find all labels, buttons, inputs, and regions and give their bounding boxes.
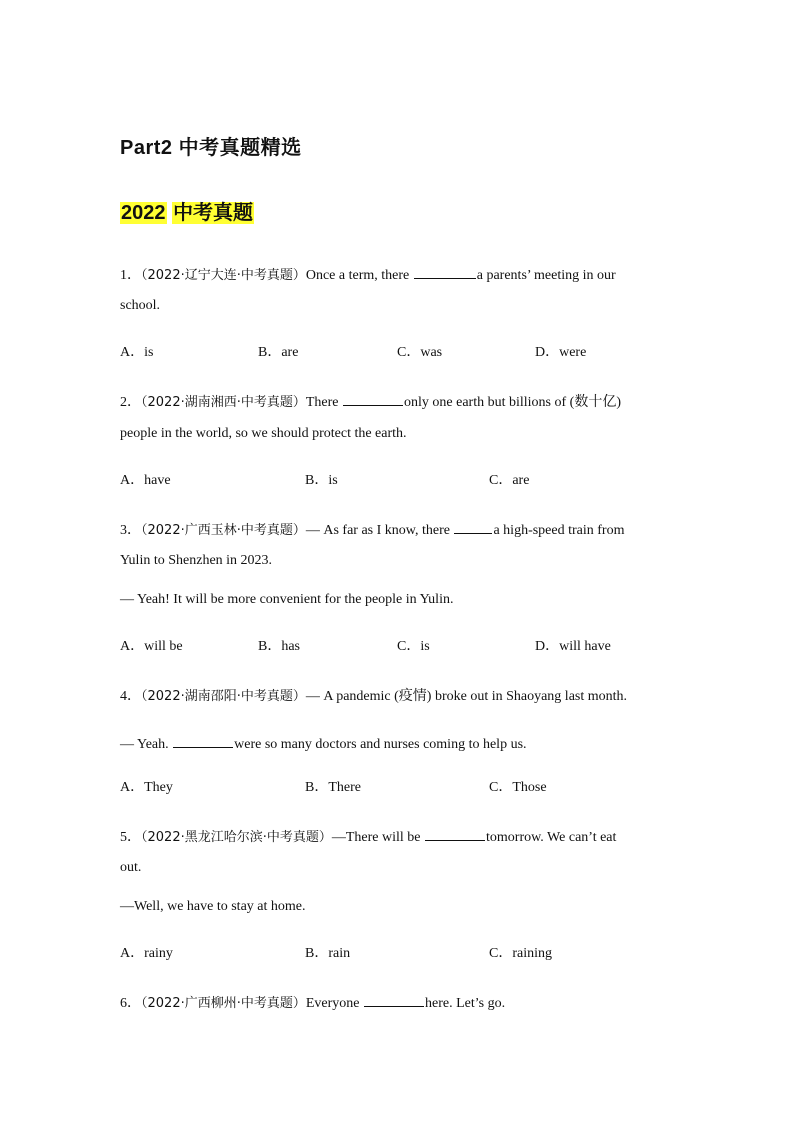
question-5-stem	[120, 826, 616, 846]
option-a: A．have	[120, 473, 171, 488]
answer-blank	[343, 391, 403, 406]
question-source: （2022·辽宁大连·中考真题）	[141, 268, 306, 283]
question-5-stem-line3: —Well, we have to stay at home.	[120, 899, 306, 914]
part-title: Part2 中考真题精选	[120, 137, 302, 159]
stem-text: tomorrow. We can’t eat	[486, 830, 617, 845]
stem-text: —There will be	[331, 830, 421, 845]
option-c: C．raining	[489, 946, 552, 961]
question-1-stem	[120, 264, 616, 284]
option-b: B．has	[258, 639, 300, 654]
answer-blank	[454, 519, 492, 534]
stem-text: There	[305, 395, 339, 410]
option-a: A．They	[120, 780, 173, 795]
stem-text: Everyone	[305, 996, 360, 1011]
option-d: D．will have	[535, 639, 611, 654]
question-number: 4．	[120, 689, 141, 704]
option-a: A．is	[120, 345, 154, 360]
stem-text: — A pandemic (疫情) broke out in Shaoyang last month.	[305, 689, 628, 704]
question-source: （2022·湖南湘西·中考真题）	[141, 395, 306, 410]
question-source: （2022·湖南邵阳·中考真题）	[141, 689, 306, 704]
question-5-stem-line2: out.	[120, 860, 142, 875]
option-c: C．Those	[489, 780, 547, 795]
question-4-stem-line2	[120, 733, 527, 753]
question-source: （2022·黑龙江哈尔滨·中考真题）	[141, 830, 332, 845]
stem-text: were so many doctors and nurses coming to help us.	[234, 737, 527, 752]
answer-blank	[173, 733, 233, 748]
answer-blank	[364, 992, 424, 1007]
question-2-stem-line2: people in the world, so we should protect the earth.	[120, 426, 407, 441]
stem-text: only one earth but billions of (数十亿)	[404, 395, 621, 410]
section-year: 2022	[121, 202, 166, 224]
question-4-stem	[120, 685, 627, 705]
answer-blank	[414, 264, 476, 279]
stem-text: here. Let’s go.	[425, 996, 506, 1011]
question-number: 2．	[120, 395, 141, 410]
question-3-stem-line2: Yulin to Shenzhen in 2023.	[120, 553, 273, 568]
option-c: C．is	[397, 639, 430, 654]
stem-text: — Yeah.	[120, 737, 169, 752]
option-b: B．are	[258, 345, 299, 360]
section-label: 中考真题	[173, 202, 254, 224]
question-2-stem	[120, 391, 621, 411]
answer-blank	[425, 826, 485, 841]
option-d: D．were	[535, 345, 587, 360]
question-source: （2022·广西柳州·中考真题）	[141, 996, 306, 1011]
question-number: 5．	[120, 830, 141, 845]
question-3-stem-line3: — Yeah! It will be more convenient for the people in Yulin.	[120, 592, 454, 607]
question-number: 3．	[120, 523, 141, 538]
section-title	[120, 196, 254, 225]
question-1-stem-line2: school.	[120, 298, 161, 313]
option-c: C．was	[397, 345, 443, 360]
question-number: 1．	[120, 268, 141, 283]
option-b: B．There	[305, 780, 361, 795]
question-number: 6．	[120, 996, 141, 1011]
option-a: A．rainy	[120, 946, 173, 961]
question-3-stem	[120, 519, 624, 539]
option-c: C．are	[489, 473, 530, 488]
question-6-stem	[120, 992, 505, 1012]
stem-text: — As far as I know, there	[305, 523, 450, 538]
option-b: B．is	[305, 473, 338, 488]
question-source: （2022·广西玉林·中考真题）	[141, 523, 306, 538]
stem-text: Once a term, there	[305, 268, 410, 283]
option-a: A．will be	[120, 639, 183, 654]
stem-text: a high-speed train from	[493, 523, 625, 538]
option-b: B．rain	[305, 946, 351, 961]
stem-text: a parents’ meeting in our	[476, 268, 616, 283]
